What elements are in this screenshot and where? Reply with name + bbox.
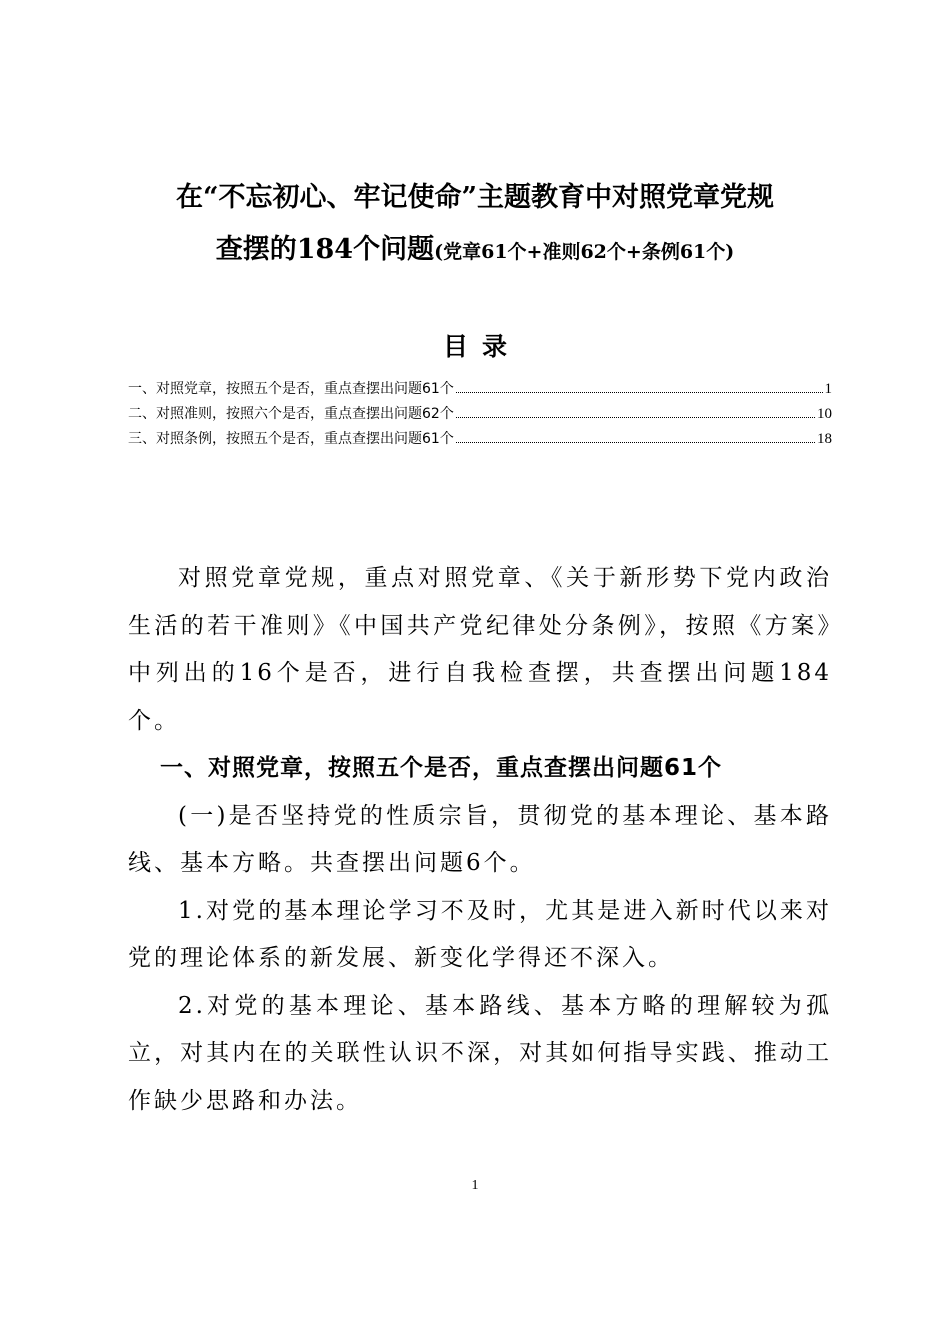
toc-leader-dots — [456, 416, 815, 418]
document-title-line-2 — [0, 232, 950, 270]
toc-entry-text: 一、对照党章，按照五个是否，重点查摆出问题61个 — [128, 381, 454, 397]
toc-entry-page: 10 — [817, 406, 832, 422]
toc-entry[interactable] — [128, 427, 832, 452]
document-title-line-1: 在“不忘初心、牢记使命”主题教育中对照党章党规 — [175, 182, 775, 213]
toc-leader-dots — [456, 391, 823, 393]
intro-paragraph: 对照党章党规，重点对照党章、《关于新形势下党内政治生活的若干准则》《中国共产党纪律处分条例》，按照《方案》中列出的16个是否，进行自我检查摆，共查摆出问题184个。 — [128, 565, 832, 734]
list-item: 2.对党的基本理论、基本路线、基本方略的理解较为孤立，对其内在的关联性认识不深，对其如何指导实践、推动工作缺少思路和办法。 — [128, 992, 832, 1114]
document-title-main: 查摆的184个问题 — [215, 234, 435, 265]
toc-entry-text: 三、对照条例，按照五个是否，重点查摆出问题61个 — [128, 431, 454, 447]
table-of-contents — [128, 377, 832, 452]
toc-entry-text: 二、对照准则，按照六个是否，重点查摆出问题62个 — [128, 406, 454, 422]
section-heading: 一、对照党章，按照五个是否，重点查摆出问题61个 — [160, 755, 723, 781]
toc-heading: 目录 — [442, 332, 521, 361]
toc-leader-dots — [456, 441, 815, 443]
page-number: 1 — [471, 1178, 479, 1193]
document-title-subtitle: (党章61个+准则62个+条例61个) — [434, 241, 735, 263]
document-body — [128, 555, 832, 1125]
subsection-paragraph: (一)是否坚持党的性质宗旨，贯彻党的基本理论、基本路线、基本方略。共查摆出问题6个。 — [128, 802, 832, 876]
list-item: 1.对党的基本理论学习不及时，尤其是进入新时代以来对党的理论体系的新发展、新变化学得还不深入。 — [128, 897, 832, 971]
toc-entry-page: 18 — [817, 431, 832, 447]
toc-entry[interactable] — [128, 377, 832, 402]
toc-entry[interactable] — [128, 402, 832, 427]
toc-entry-page: 1 — [824, 381, 832, 397]
